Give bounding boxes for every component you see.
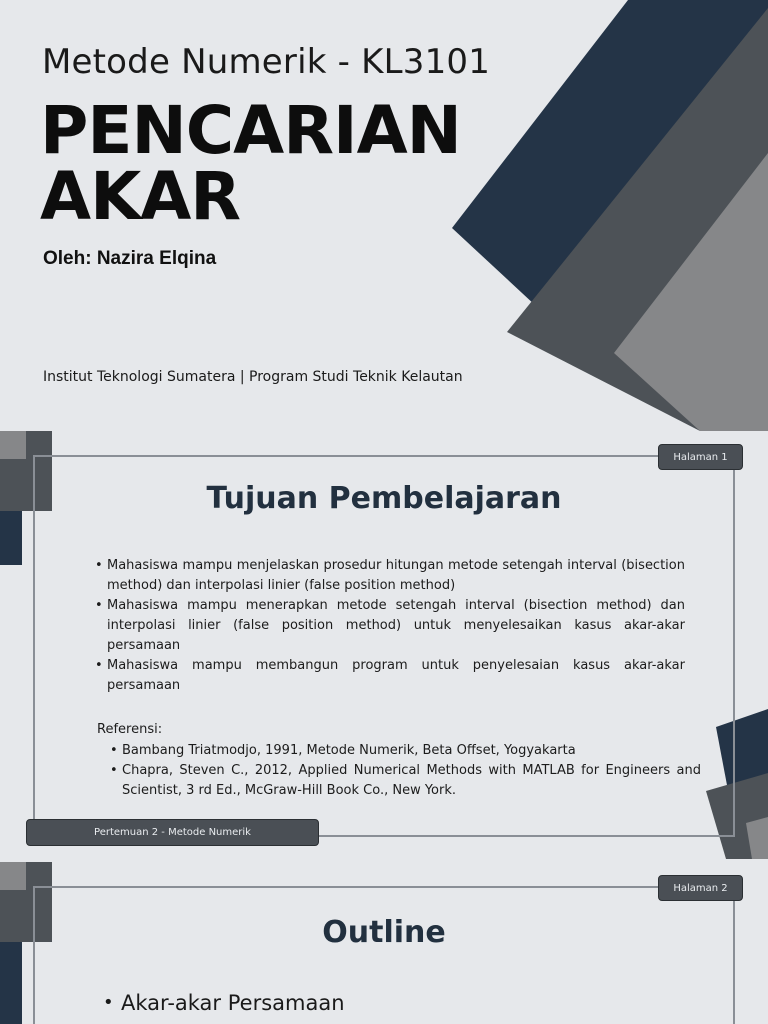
footer-badge: Pertemuan 2 - Metode Numerik xyxy=(26,819,319,846)
page-number-badge: Halaman 1 xyxy=(658,444,743,470)
slide1-title: Tujuan Pembelajaran xyxy=(206,481,562,516)
slide-tujuan-pembelajaran xyxy=(0,431,768,859)
objective-item: • Mahasiswa mampu membangun program untuk penyelesaian kasus akar-akar persamaan xyxy=(95,656,685,696)
author-line: Oleh: Nazira Elqina xyxy=(43,248,217,269)
references-label: Referensi: xyxy=(97,722,163,737)
reference-item: • Chapra, Steven C., 2012, Applied Numerical Methods with MATLAB for Engineers and Scientist, 3 rd Ed., McGraw-Hill Book Co., New York. xyxy=(110,761,701,801)
top-left-gray-block xyxy=(0,862,26,890)
outline-list xyxy=(103,988,345,1018)
slide-outline xyxy=(0,862,768,1024)
outline-item: • Akar-akar Persamaan xyxy=(103,988,345,1018)
objective-item: • Mahasiswa mampu menerapkan metode setengah interval (bisection method) dan interpolasi linier (false position method) untuk menyelesaikan kasus akar-akar persamaan xyxy=(95,596,685,656)
reference-item: • Bambang Triatmodjo, 1991, Metode Numerik, Beta Offset, Yogyakarta xyxy=(110,741,701,761)
cover-title xyxy=(40,92,461,235)
institution-line: Institut Teknologi Sumatera | Program Studi Teknik Kelautan xyxy=(43,369,463,385)
page-number-badge: Halaman 2 xyxy=(658,875,743,901)
course-subtitle: Metode Numerik - KL3101 xyxy=(42,42,491,82)
objective-item: • Mahasiswa mampu menjelaskan prosedur hitungan metode setengah interval (bisection method) dan interpolasi linier (false position method) xyxy=(95,556,685,596)
cover-title-line2: AKAR xyxy=(40,158,241,235)
references-list xyxy=(110,741,701,801)
objectives-list xyxy=(95,556,685,696)
top-left-gray-block xyxy=(0,431,26,459)
slide2-title: Outline xyxy=(322,915,446,950)
cover-title-line1: PENCARIAN xyxy=(40,92,461,169)
cover-slide xyxy=(0,0,768,431)
